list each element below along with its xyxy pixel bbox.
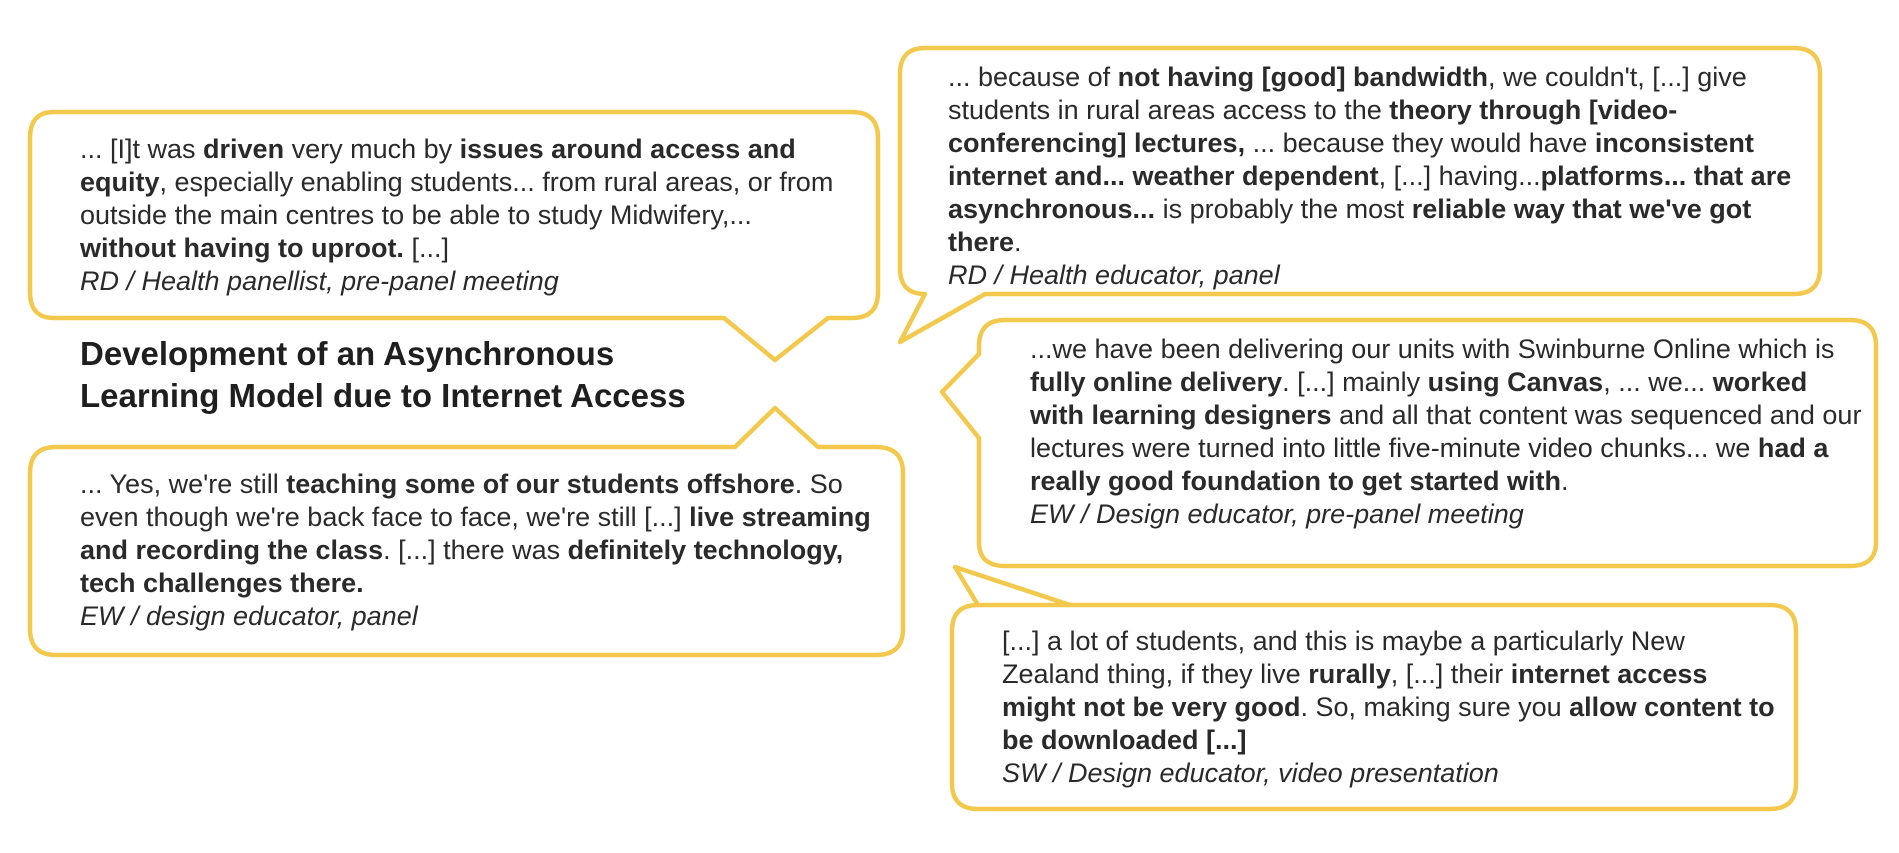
quote-text: , [...] having... xyxy=(1378,161,1541,191)
quote-4-body xyxy=(1030,334,1861,496)
quote-5 xyxy=(1002,625,1782,790)
quote-5-body xyxy=(1002,626,1775,755)
quote-text: ... because of xyxy=(948,62,1118,92)
quote-3-source: RD / Health educator, panel xyxy=(948,260,1280,290)
quote-3 xyxy=(948,61,1793,292)
heading-line-1: Development of an Asynchronous xyxy=(80,335,615,372)
quote-emphasis: rurally xyxy=(1308,659,1391,689)
quote-text: ...we have been delivering our units with Swinburne Online which is xyxy=(1030,334,1835,364)
quote-text: ... [I]t was xyxy=(80,134,204,164)
quote-text: , we couldn't, [...] give students in rural areas access to the xyxy=(948,62,1747,125)
quote-emphasis: without having to uproot. xyxy=(80,233,404,263)
diagram-heading xyxy=(80,333,780,417)
quote-2-body xyxy=(80,469,871,598)
quote-emphasis: using Canvas xyxy=(1427,367,1604,397)
quote-text: [...] a lot of students, and this is maybe a particularly New Zealand thing, if they live xyxy=(1002,626,1685,689)
quote-emphasis: definitely technology, tech challenges there. xyxy=(80,535,844,598)
quote-text: , ... we... xyxy=(1603,367,1713,397)
quote-5-source: SW / Design educator, video presentation xyxy=(1002,758,1499,788)
quote-emphasis: teaching some of our students offshore xyxy=(286,469,795,499)
heading-line-2: Learning Model due to Internet Access xyxy=(80,377,686,414)
quote-2-source: EW / design educator, panel xyxy=(80,601,418,631)
quote-2 xyxy=(80,468,880,633)
quote-emphasis: driven xyxy=(203,134,285,164)
quote-emphasis: theory through [video-conferencing] lectures, xyxy=(948,95,1678,158)
quote-text: is probably the most xyxy=(1155,194,1412,224)
quote-emphasis: fully online delivery xyxy=(1030,367,1283,397)
quote-4 xyxy=(1030,333,1864,531)
quote-text: . xyxy=(1014,227,1022,257)
quote-text: [...] xyxy=(403,233,449,263)
quote-4-source: EW / Design educator, pre-panel meeting xyxy=(1030,499,1524,529)
quote-emphasis: platforms... that are asynchronous... xyxy=(948,161,1792,224)
quote-text: . [...] mainly xyxy=(1282,367,1428,397)
quote-emphasis: internet access might not be very good xyxy=(1002,659,1708,722)
quote-emphasis: had a really good foundation to get started with xyxy=(1030,433,1829,496)
quote-text: , especially enabling students... from rural areas, or from outside the main centres to be able to study Midwifery,... xyxy=(80,167,834,230)
quote-text: . So even though we're back face to face, we're still [...] xyxy=(80,469,843,532)
quote-emphasis: live streaming and recording the class xyxy=(80,502,871,565)
quote-text: ... because they would have xyxy=(1245,128,1595,158)
quote-text: . xyxy=(1561,466,1569,496)
quote-emphasis: issues around access and equity xyxy=(80,134,796,197)
quote-1 xyxy=(80,133,850,298)
quote-3-body xyxy=(948,62,1791,257)
quote-1-source: RD / Health panellist, pre-panel meeting xyxy=(80,266,559,296)
quote-text: ... Yes, we're still xyxy=(80,469,287,499)
quote-emphasis: worked with learning designers xyxy=(1030,367,1808,430)
quote-emphasis: reliable way that we've got there xyxy=(948,194,1752,257)
quote-1-body xyxy=(80,134,833,263)
quote-emphasis: not having [good] bandwidth xyxy=(1117,62,1489,92)
quote-text: , [...] their xyxy=(1390,659,1511,689)
quote-text: . So, making sure you xyxy=(1300,692,1570,722)
quote-text: and all that content was sequenced and our lectures were turned into little five-minute video chunks... we xyxy=(1030,400,1862,463)
quote-text: very much by xyxy=(284,134,460,164)
quote-emphasis: inconsistent internet and... weather dependent xyxy=(948,128,1754,191)
quote-emphasis: allow content to be downloaded [...] xyxy=(1002,692,1775,755)
quote-text: . [...] there was xyxy=(383,535,568,565)
